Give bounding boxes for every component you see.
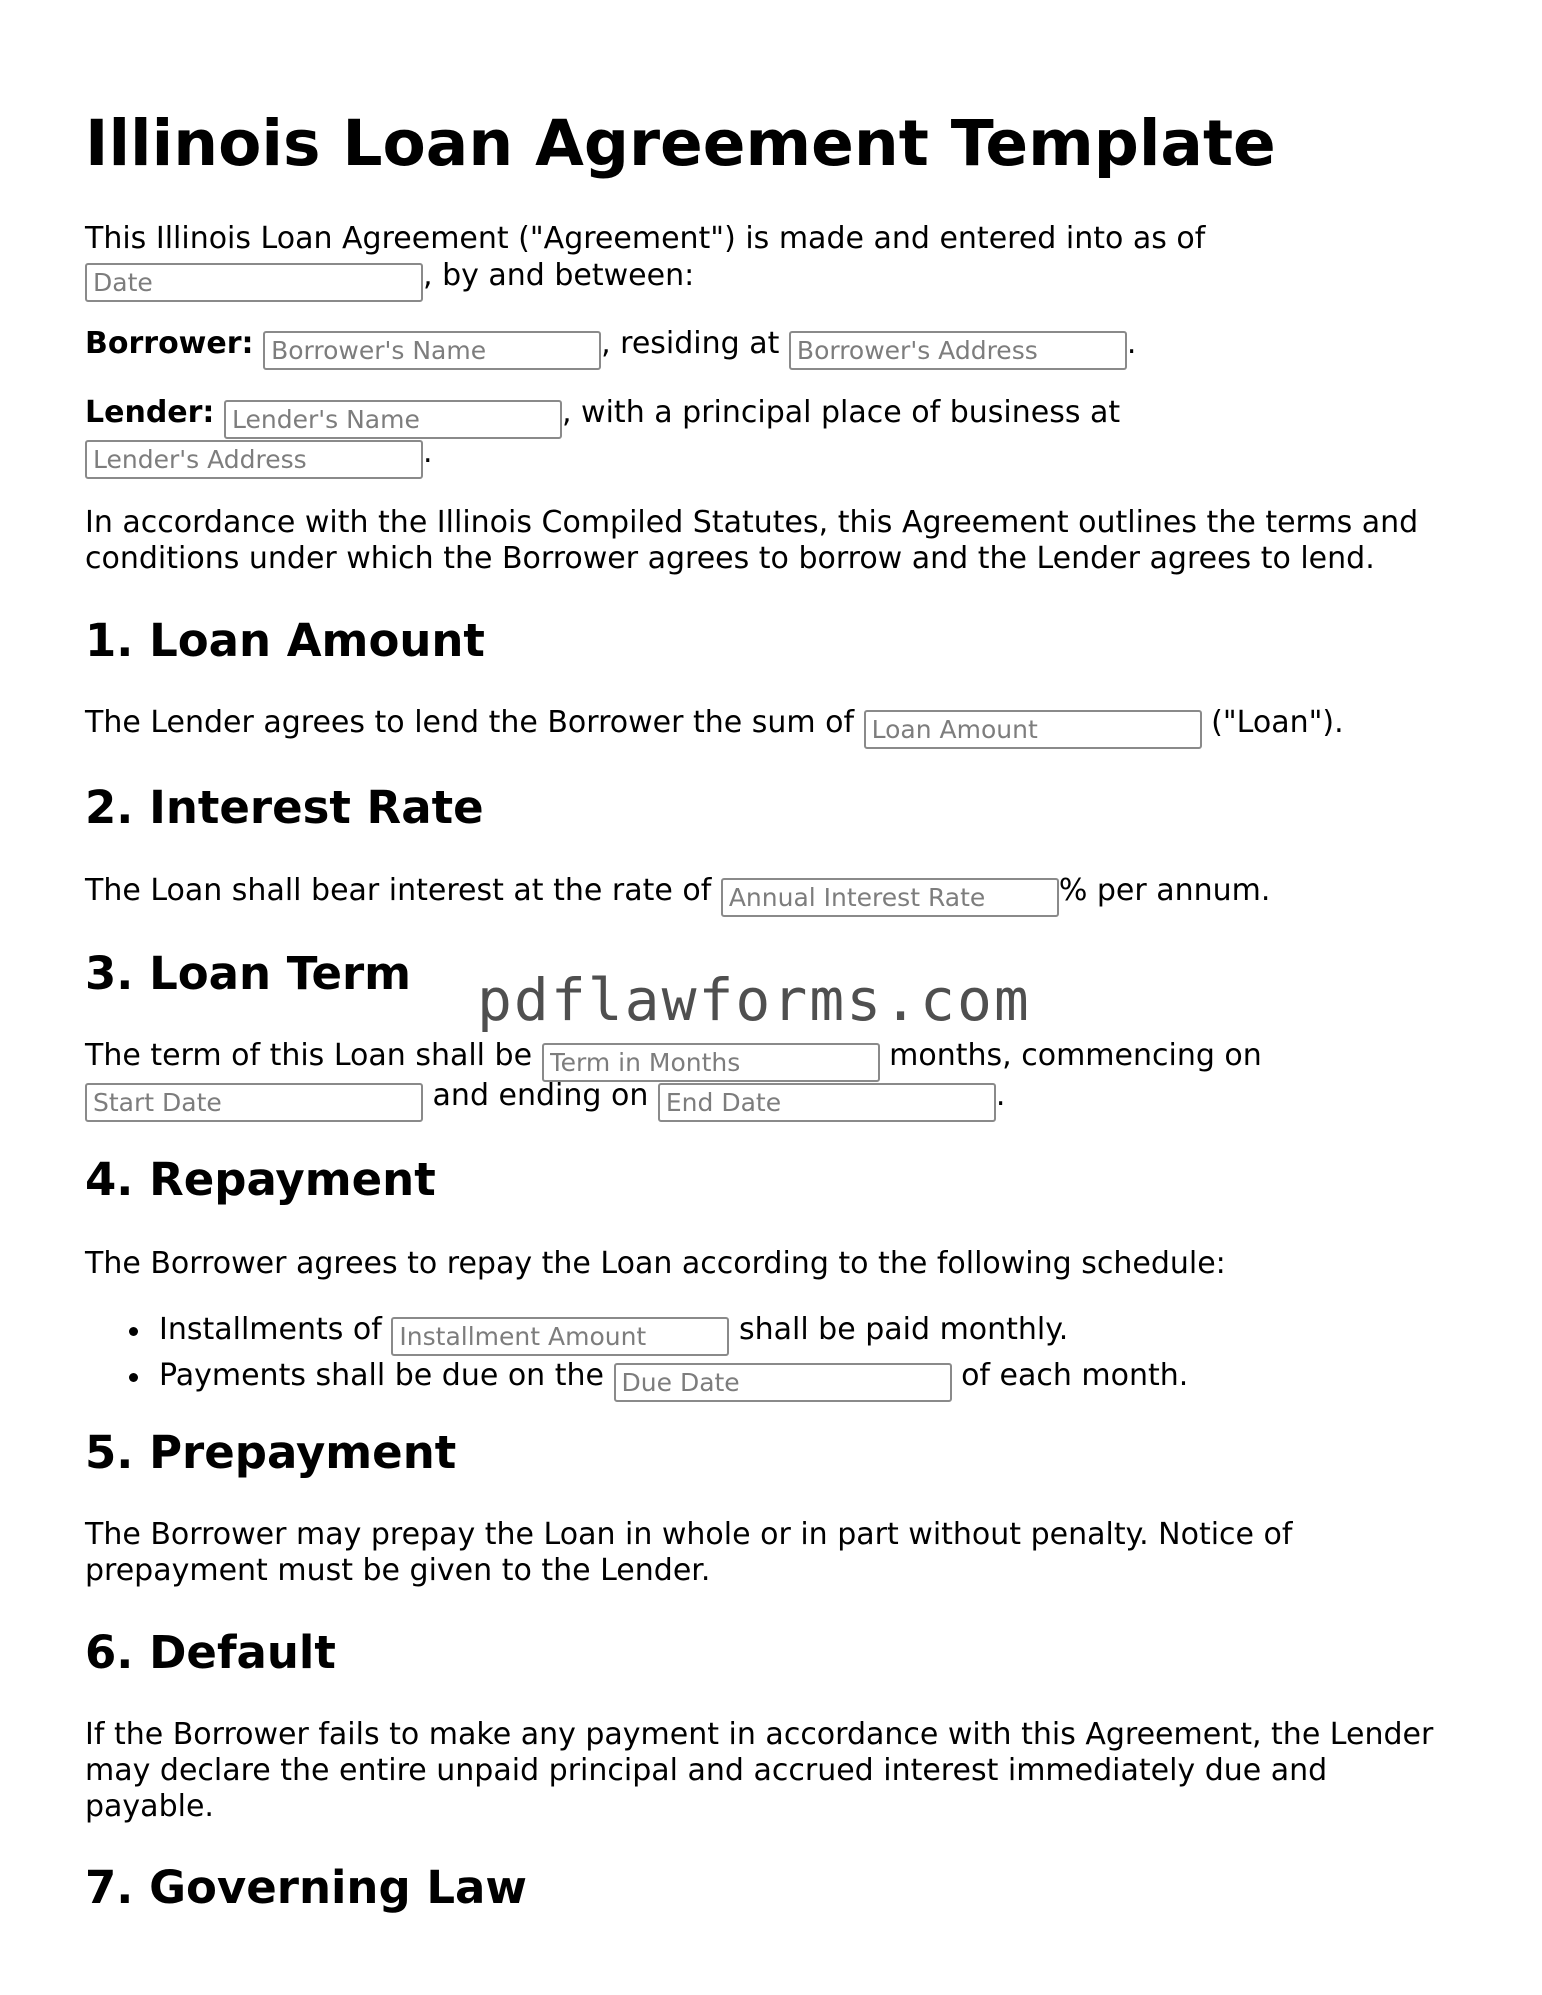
- section-heading-governing-law: 7. Governing Law: [85, 1861, 527, 1914]
- loan-term-middle-text: months, commencing on: [889, 1038, 1262, 1073]
- loan-term-line-1: [85, 1037, 1262, 1082]
- loan-amount-suffix: ("Loan").: [1211, 705, 1344, 740]
- end-date-field[interactable]: [658, 1083, 996, 1122]
- loan-amount-line: [85, 704, 1344, 749]
- default-line-1: If the Borrower fails to make any payment in accordance with this Agreement, the Lender: [85, 1717, 1434, 1752]
- payments-due-text: Payments shall be due on the: [159, 1358, 604, 1393]
- list-item: [85, 1310, 1188, 1356]
- section-heading-interest-rate: 2. Interest Rate: [85, 781, 484, 834]
- intro-text-after: , by and between:: [423, 258, 695, 293]
- lender-line-2: [85, 434, 433, 479]
- start-date-field[interactable]: [85, 1083, 423, 1122]
- intro-text: This Illinois Loan Agreement ("Agreement") is made and entered into as of: [85, 221, 1206, 256]
- borrower-residing-text: , residing at: [601, 326, 780, 361]
- intro-line-1: [85, 220, 1205, 258]
- lender-address-field[interactable]: [85, 440, 423, 479]
- watermark-text: pdflawforms.com: [477, 966, 1031, 1034]
- lender-business-text: , with a principal place of business at: [561, 395, 1121, 430]
- repayment-text: The Borrower agrees to repay the Loan according to the following schedule:: [85, 1246, 1226, 1281]
- page-title: Illinois Loan Agreement Template: [85, 107, 1276, 180]
- installments-text: Installments of: [159, 1312, 382, 1347]
- interest-rate-text: The Loan shall bear interest at the rate of: [85, 873, 712, 908]
- borrower-line: [85, 325, 1136, 370]
- section-heading-loan-term: 3. Loan Term: [85, 947, 412, 1000]
- lender-line-1: [85, 394, 1120, 439]
- lender-label: Lender:: [85, 395, 215, 430]
- default-line-2: may declare the entire unpaid principal and accrued interest immediately due and: [85, 1753, 1328, 1788]
- loan-amount-text: The Lender agrees to lend the Borrower the sum of: [85, 705, 855, 740]
- loan-term-line-2: [85, 1077, 1005, 1122]
- borrower-address-field[interactable]: [789, 331, 1127, 370]
- loan-term-and-text: and ending on: [432, 1078, 649, 1113]
- statute-line-1: In accordance with the Illinois Compiled Statutes, this Agreement outlines the terms and: [85, 505, 1419, 540]
- interest-rate-suffix: % per annum.: [1058, 873, 1271, 908]
- list-item: [85, 1356, 1188, 1402]
- lender-period: .: [423, 435, 433, 470]
- section-heading-prepayment: 5. Prepayment: [85, 1426, 457, 1479]
- loan-amount-field[interactable]: [864, 710, 1202, 749]
- repayment-schedule-list: [85, 1310, 1188, 1402]
- borrower-name-field[interactable]: [263, 331, 601, 370]
- section-heading-default: 6. Default: [85, 1626, 336, 1679]
- section-heading-repayment: 4. Repayment: [85, 1153, 436, 1206]
- borrower-period: .: [1126, 326, 1137, 361]
- borrower-label: Borrower:: [85, 326, 254, 361]
- default-line-3: payable.: [85, 1789, 214, 1824]
- installment-amount-field[interactable]: [391, 1317, 729, 1356]
- agreement-date-field[interactable]: [85, 263, 423, 302]
- loan-term-text: The term of this Loan shall be: [85, 1038, 533, 1073]
- prepayment-line-2: prepayment must be given to the Lender.: [85, 1553, 711, 1588]
- section-heading-loan-amount: 1. Loan Amount: [85, 614, 485, 667]
- loan-term-period: .: [995, 1078, 1006, 1113]
- due-date-field[interactable]: [614, 1363, 952, 1402]
- intro-line-2: [85, 257, 694, 302]
- statute-line-2: conditions under which the Borrower agrees to borrow and the Lender agrees to lend.: [85, 541, 1375, 576]
- prepayment-line-1: The Borrower may prepay the Loan in whole or in part without penalty. Notice of: [85, 1517, 1293, 1552]
- interest-rate-line: [85, 872, 1270, 917]
- payments-due-suffix: of each month.: [961, 1358, 1189, 1393]
- interest-rate-field[interactable]: [721, 878, 1059, 917]
- installments-suffix: shall be paid monthly.: [738, 1312, 1069, 1347]
